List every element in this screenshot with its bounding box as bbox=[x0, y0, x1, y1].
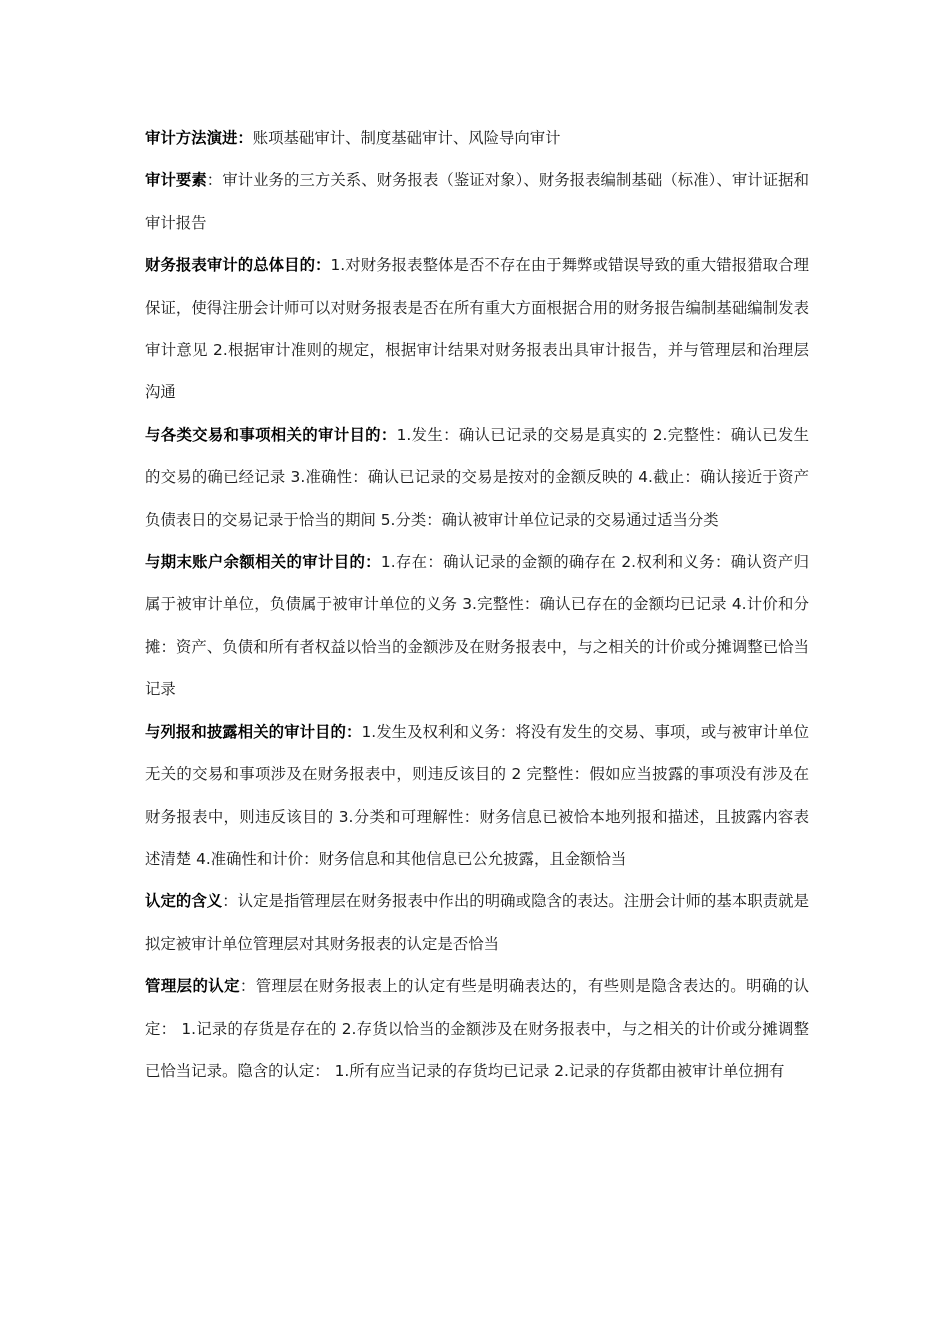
paragraph-management-assertions bbox=[145, 965, 809, 1092]
term-heading: 管理层的认定 bbox=[145, 977, 240, 996]
document-body bbox=[145, 117, 809, 1092]
paragraph-audit-method-evolution bbox=[145, 117, 809, 159]
term-heading: 审计要素 bbox=[145, 171, 207, 190]
paragraph-overall-audit-objective bbox=[145, 244, 809, 414]
paragraph-text: ：审计业务的三方关系、财务报表（鉴证对象）、财务报表编制基础（标准）、审计证据和审计报告 bbox=[145, 171, 809, 232]
term-heading: 与期末账户余额相关的审计目的： bbox=[145, 553, 381, 572]
paragraph-text: 账项基础审计、制度基础审计、风险导向审计 bbox=[252, 129, 561, 147]
term-heading: 审计方法演进： bbox=[145, 129, 253, 147]
paragraph-text: 1.发生及权利和义务：将没有发生的交易、事项，或与被审计单位无关的交易和事项涉及在财务报表中，则违反该目的 2 完整性：假如应当披露的事项没有涉及在财务报表中，则违反该目的 3.分类和可理解性：财务信息已被恰本地列报和描述，且披露内容表述清楚 4.准确性和计价：财务信息和其他信息已公允披露，且金额恰当 bbox=[145, 722, 809, 868]
paragraph-account-balance-objectives bbox=[145, 541, 809, 711]
paragraph-assertion-meaning bbox=[145, 880, 809, 965]
term-heading: 认定的含义 bbox=[145, 892, 223, 911]
term-heading: 与列报和披露相关的审计目的： bbox=[145, 722, 362, 741]
term-heading: 财务报表审计的总体目的： bbox=[145, 256, 331, 275]
term-heading: 与各类交易和事项相关的审计目的： bbox=[145, 425, 397, 444]
paragraph-text: 1.存在：确认记录的金额的确存在 2.权利和义务：确认资产归属于被审计单位，负债属于被审计单位的义务 3.完整性：确认已存在的金额均已记录 4.计价和分摊：资产、负债和所有者权益以恰当的金额涉及在财务报表中，与之相关的计价或分摊调整已恰当记录 bbox=[145, 553, 809, 699]
paragraph-text: ：认定是指管理层在财务报表中作出的明确或隐含的表达。注册会计师的基本职责就是拟定被审计单位管理层对其财务报表的认定是否恰当 bbox=[145, 892, 809, 953]
paragraph-text: ：管理层在财务报表上的认定有些是明确表达的，有些则是隐含表达的。明确的认定： 1.记录的存货是存在的 2.存货以恰当的金额涉及在财务报表中，与之相关的计价或分摊调整已恰当记录。隐含的认定： 1.所有应当记录的存货均已记录 2.记录的存货都由被审计单位拥有 bbox=[145, 977, 809, 1080]
paragraph-audit-elements bbox=[145, 159, 809, 244]
paragraph-transaction-objectives bbox=[145, 414, 809, 541]
paragraph-text: 1.对财务报表整体是否不存在由于舞弊或错误导致的重大错报猎取合理保证，使得注册会计师可以对财务报表是否在所有重大方面根据合用的财务报告编制基础编制发表审计意见 2.根据审计准则的规定，根据审计结果对财务报表出具审计报告，并与管理层和治理层沟通 bbox=[145, 256, 809, 402]
paragraph-presentation-disclosure-objectives bbox=[145, 711, 809, 881]
paragraph-text: 1.发生：确认已记录的交易是真实的 2.完整性：确认已发生的交易的确已经记录 3.准确性：确认已记录的交易是按对的金额反映的 4.截止：确认接近于资产负债表日的交易记录于恰当的期间 5.分类：确认被审计单位记录的交易通过适当分类 bbox=[145, 425, 809, 529]
